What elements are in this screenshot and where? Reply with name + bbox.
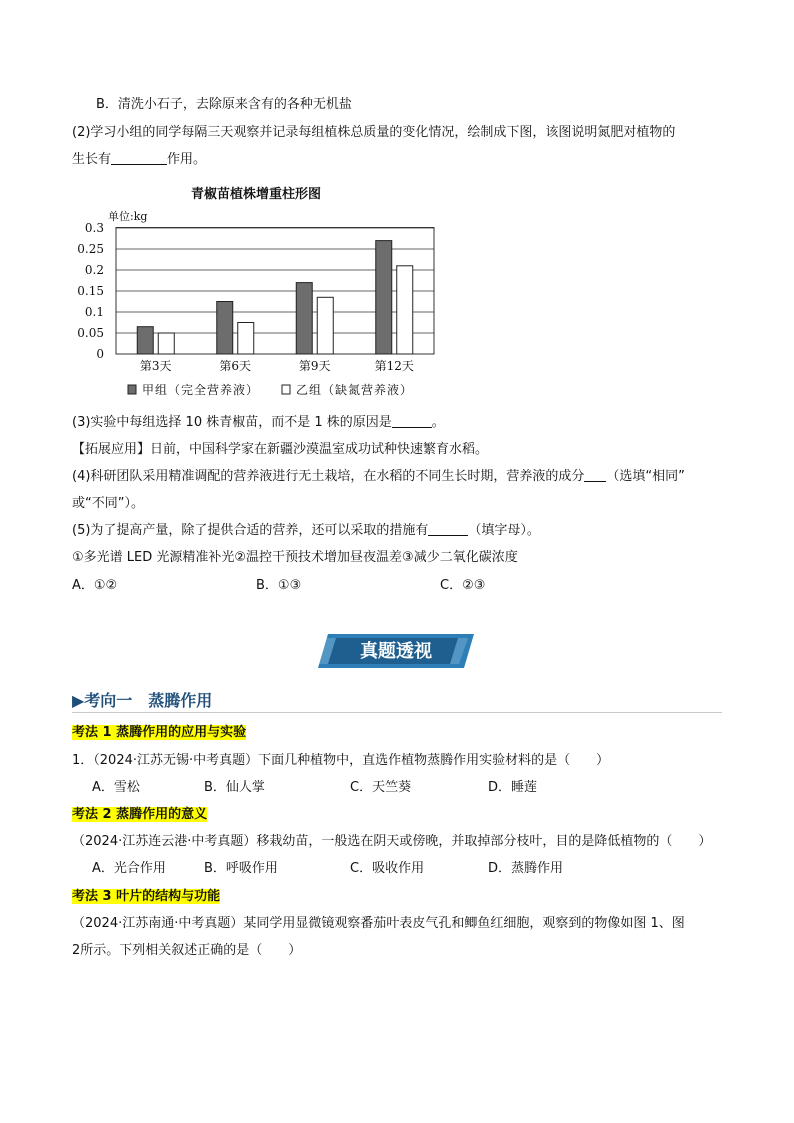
kf1-question: 1．（2024·江苏无锡·中考真题）下面几种植物中，直选作植物蒸腾作用实验材料的是（ ）	[72, 753, 610, 768]
kf2-option-a[interactable]: A．光合作用	[92, 861, 166, 876]
bar-series-b	[397, 266, 413, 354]
question-3-post: 。	[431, 415, 445, 430]
extension-line	[72, 441, 488, 459]
legend-swatch-series-b	[282, 385, 290, 394]
y-tick-label: 0.2	[84, 263, 104, 277]
answer-blank[interactable]	[584, 468, 606, 482]
question-5-post: （填字母）。	[468, 523, 540, 538]
question-5	[72, 522, 540, 540]
bar-series-b	[317, 297, 333, 354]
q5-option-a[interactable]: A．①②	[72, 578, 118, 593]
kf1-option-b[interactable]: B．仙人掌	[204, 780, 265, 795]
question-4-pre: (4)科研团队采用精准调配的营养液进行无土栽培，在水稻的不同生长时期，营养液的成分	[72, 469, 585, 484]
section-heading: ▶考向一 蒸腾作用	[72, 691, 213, 710]
bar-series-b	[238, 323, 254, 355]
x-tick-label: 第12天	[374, 359, 414, 373]
kf2-option-c[interactable]: C．吸收作用	[350, 861, 425, 876]
question-3	[72, 414, 445, 432]
x-tick-label: 第9天	[298, 359, 331, 373]
x-tick-label: 第6天	[219, 359, 252, 373]
banner-title: 真题透视	[360, 641, 432, 662]
q5-option-c[interactable]: C．②③	[440, 578, 486, 593]
bar-chart-svg	[70, 180, 450, 410]
question-2-line-1: (2)学习小组的同学每隔三天观察并记录每组植株总质量的变化情况，绘制成下图，该图说明氮肥对植物的	[72, 125, 676, 140]
kf1-option-d[interactable]: D．睡莲	[488, 780, 538, 795]
bar-chart	[70, 180, 450, 410]
question-5-pre: (5)为了提高产量，除了提供合适的营养，还可以采取的措施有	[72, 523, 429, 538]
banner-graphic	[318, 632, 474, 670]
question-4-post: （选填“相同”	[606, 469, 685, 484]
bar-series-a	[217, 302, 233, 355]
x-tick-label: 第3天	[139, 359, 172, 373]
y-axis-label: 单位:kg	[108, 210, 148, 223]
option-b-text: B．清洗小石子，去除原来含有的各种无机盐	[96, 97, 352, 112]
kf2-tag: 考法 2 蒸腾作用的意义	[72, 807, 208, 822]
y-tick-label: 0.15	[77, 284, 104, 298]
question-4-line-2: 或“不同”）。	[72, 496, 144, 511]
kf3-question-line-1: （2024·江苏南通·中考真题）某同学用显微镜观察番茄叶表皮气孔和鲫鱼红细胞，观察到的物像如图 1、图	[72, 916, 685, 931]
bar-series-b	[158, 333, 174, 354]
question-4-line-1	[72, 468, 685, 486]
bar-series-a	[296, 283, 312, 354]
kf2-question: （2024·江苏连云港·中考真题）移栽幼苗，一般选在阴天或傍晚，并取掉部分枝叶，目的是降低植物的（ ）	[72, 834, 712, 849]
question-2-line-2-post: 作用。	[167, 152, 207, 167]
section-divider	[72, 712, 722, 713]
bar-series-a	[376, 241, 392, 354]
question-2-line-2-pre: 生长有	[72, 152, 112, 167]
y-tick-label: 0.3	[84, 221, 104, 235]
kf3-tag-line	[72, 888, 220, 906]
answer-blank[interactable]	[392, 414, 432, 428]
kf1-tag-line	[72, 724, 246, 742]
answer-blank[interactable]	[428, 522, 468, 536]
kf2-option-d[interactable]: D．蒸腾作用	[488, 861, 564, 876]
question-2-line-2	[72, 151, 206, 169]
q5-option-b[interactable]: B．①③	[256, 578, 302, 593]
kf1-option-a[interactable]: A．雪松	[92, 780, 140, 795]
legend-swatch-series-a	[128, 385, 136, 394]
kf3-question-line-2: 2所示。下列相关叙述正确的是（ ）	[72, 943, 302, 958]
legend-label-series-b: 乙组（缺氮营养液）	[296, 383, 414, 397]
section-banner	[318, 632, 474, 670]
question-3-pre: (3)实验中每组选择 10 株青椒苗，而不是 1 株的原因是	[72, 415, 392, 430]
kf1-tag: 考法 1 蒸腾作用的应用与实验	[72, 725, 247, 740]
chart-title: 青椒苗植株增重柱形图	[190, 187, 322, 202]
extension-text: 日前，中国科学家在新疆沙漠温室成功试种快速繁育水稻。	[150, 442, 489, 457]
y-tick-label: 0.05	[77, 326, 104, 340]
kf2-tag-line	[72, 806, 207, 824]
kf3-tag: 考法 3 叶片的结构与功能	[72, 889, 221, 904]
kf2-option-b[interactable]: B．呼吸作用	[204, 861, 278, 876]
bar-series-a	[137, 327, 153, 354]
kf1-option-c[interactable]: C．天竺葵	[350, 780, 412, 795]
legend-label-series-a: 甲组（完全营养液）	[142, 383, 260, 397]
extension-tag: 【拓展应用】	[72, 442, 151, 457]
answer-blank[interactable]	[111, 151, 167, 165]
question-5-items: ①多光谱 LED 光源精准补光②温控干预技术增加昼夜温差③减少二氧化碳浓度	[72, 550, 518, 565]
y-tick-label: 0	[96, 347, 104, 361]
y-tick-label: 0.1	[84, 305, 104, 319]
y-tick-label: 0.25	[77, 242, 104, 256]
